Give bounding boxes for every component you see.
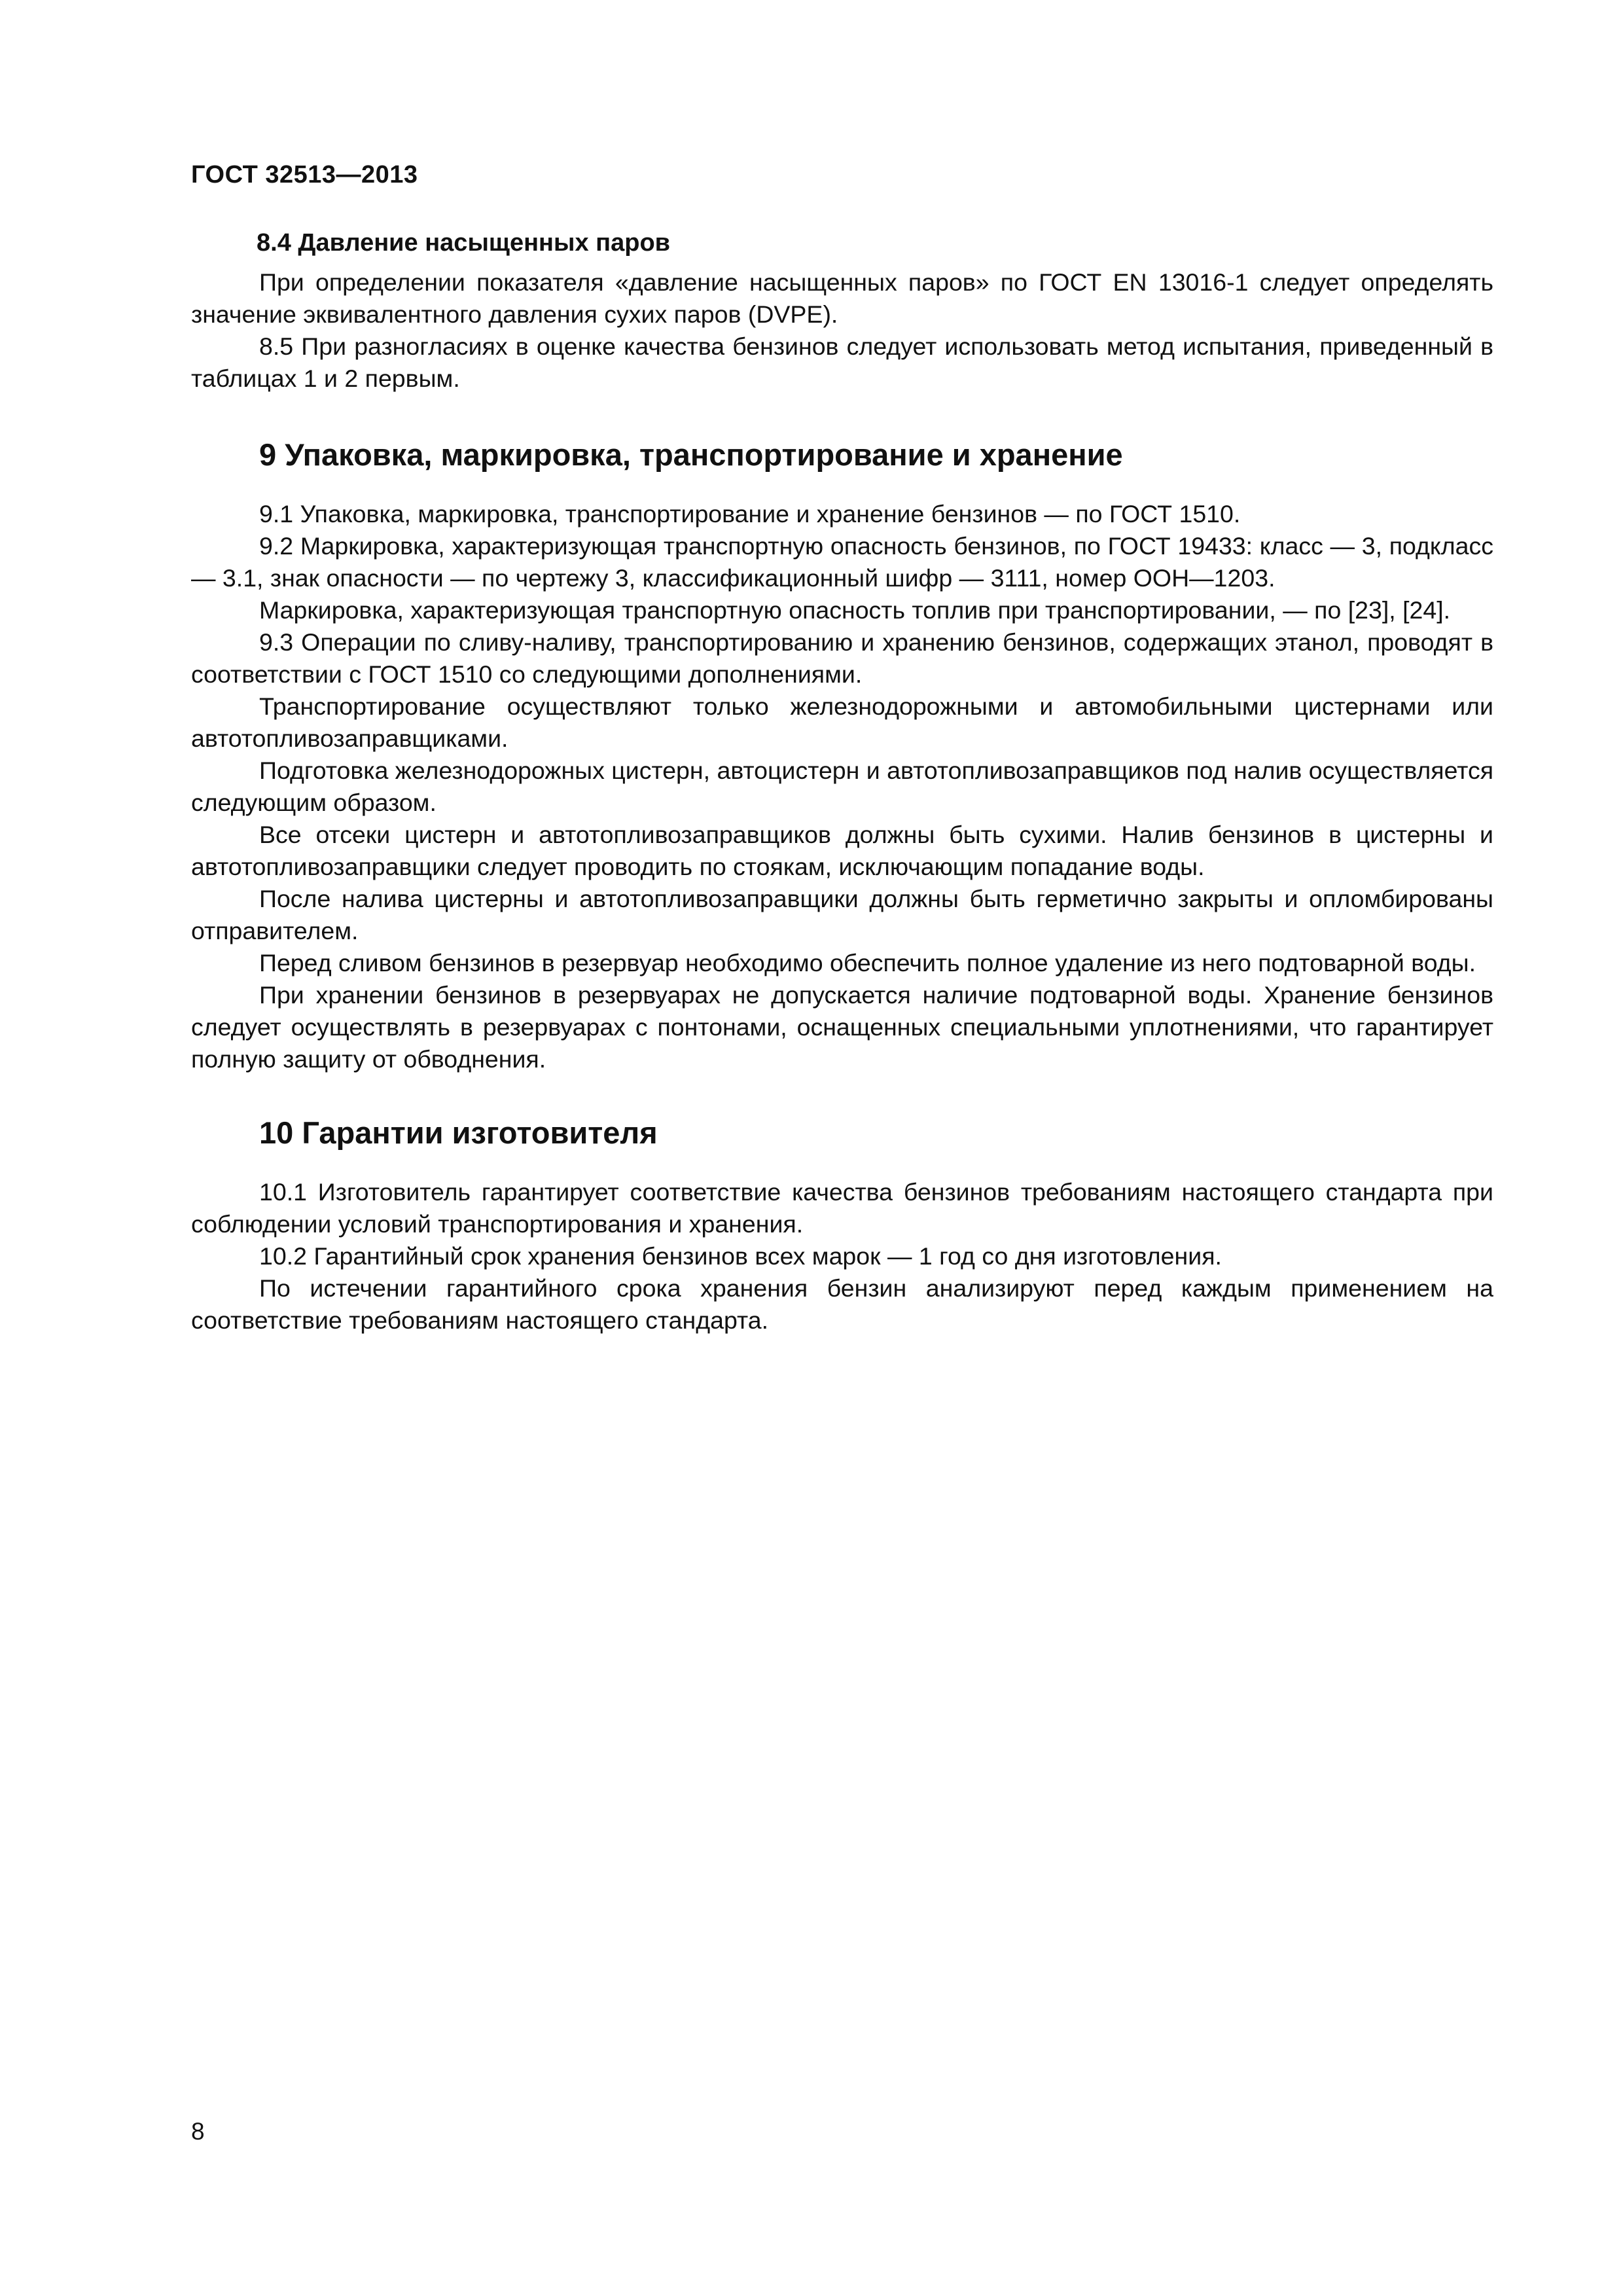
section-10-title: 10 Гарантии изготовителя (259, 1115, 658, 1150)
paragraph-9-3-draining: Перед сливом бензинов в резервуар необходимо обеспечить полное удаление из него подтоварной воды. (259, 949, 1476, 977)
paragraph-9-3-transport: Транспортирование осуществляют только железнодорожными и автомобильными цистернами или автотопливозаправщиками. (191, 692, 1493, 752)
paragraph-10-2: 10.2 Гарантийный срок хранения бензинов всех марок — 1 год со дня изготовления. (259, 1242, 1222, 1270)
section-9-title: 9 Упаковка, маркировка, транспортирование и хранение (259, 437, 1123, 472)
paragraph-10-2-expiry: По истечении гарантийного срока хранения бензин анализируют перед каждым применением на соответствие требованиям настоящего стандарта. (191, 1274, 1493, 1334)
paragraph-9-3-storage: При хранении бензинов в резервуарах не допускается наличие подтоварной воды. Хранение бензинов следует осуществлять в резервуарах с понтонами, оснащенных специальными уплотнениями, что гарантирует полную защиту от обводнения. (191, 981, 1493, 1073)
paragraph-9-2: 9.2 Маркировка, характеризующая транспортную опасность бензинов, по ГОСТ 19433: класс — 3, подкласс — 3.1, знак опасности — по чертежу 3, классификационный шифр — 3111, номер ООН—1203. (191, 532, 1493, 592)
paragraph-9-1: 9.1 Упаковка, маркировка, транспортирование и хранение бензинов — по ГОСТ 1510. (259, 500, 1241, 528)
paragraph-10-1: 10.1 Изготовитель гарантирует соответствие качества бензинов требованиям настоящего стандарта при соблюдении условий транспортирования и хранения. (191, 1178, 1493, 1238)
paragraph-9-3-compartments: Все отсеки цистерн и автотопливозаправщиков должны быть сухими. Налив бензинов в цистерны и автотопливозаправщики следует проводить по стоякам, исключающим попадание воды. (191, 821, 1493, 880)
paragraph-9-3-preparation: Подготовка железнодорожных цистерн, автоцистерн и автотопливозаправщиков под налив осуществляется следующим образом. (191, 757, 1494, 816)
paragraph-9-3-sealing: После налива цистерны и автотопливозаправщики должны быть герметично закрыты и опломбированы отправителем. (191, 885, 1493, 944)
paragraph-8-4-1: При определении показателя «давление насыщенных паров» по ГОСТ EN 13016-1 следует определять значение эквивалентного давления сухих паров (DVPE). (191, 268, 1493, 328)
paragraph-9-2-marking: Маркировка, характеризующая транспортную опасность топлив при транспортировании, — по [23], [24]. (259, 596, 1451, 624)
document-body (191, 226, 1493, 1336)
page-number: 8 (191, 2118, 205, 2145)
paragraph-9-3: 9.3 Операции по сливу-наливу, транспортированию и хранению бензинов, содержащих этанол, проводят в соответствии с ГОСТ 1510 со следующими дополнениями. (191, 628, 1493, 688)
subsection-8-4-title: 8.4 Давление насыщенных паров (257, 229, 671, 257)
paragraph-8-5: 8.5 При разногласиях в оценке качества бензинов следует использовать метод испытания, приведенный в таблицах 1 и 2 первым. (191, 332, 1493, 392)
document-id-header: ГОСТ 32513—2013 (191, 161, 418, 188)
